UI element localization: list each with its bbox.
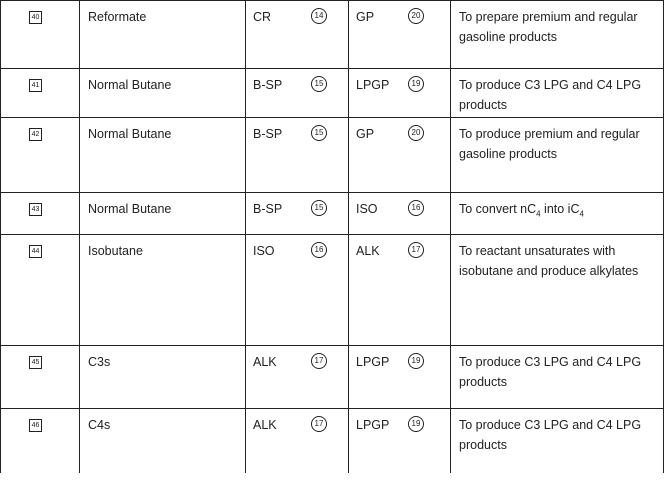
from-unit-id: 15 bbox=[311, 125, 327, 141]
row-number: 44 bbox=[29, 245, 42, 258]
from-unit-cell bbox=[246, 1, 349, 69]
to-unit-id: 19 bbox=[408, 353, 424, 369]
row-number-cell bbox=[1, 193, 80, 235]
stream-name: Normal Butane bbox=[80, 193, 246, 235]
from-unit-cell bbox=[246, 346, 349, 409]
subscript-4: 4 bbox=[579, 209, 584, 219]
stream-name: Reformate bbox=[80, 1, 246, 69]
to-unit-id: 20 bbox=[408, 8, 424, 24]
from-unit-id: 15 bbox=[311, 76, 327, 92]
to-unit: LPGP bbox=[356, 78, 390, 92]
from-unit-cell bbox=[246, 193, 349, 235]
from-unit-id: 15 bbox=[311, 200, 327, 216]
table-row bbox=[1, 118, 664, 193]
row-number: 42 bbox=[29, 128, 42, 141]
purpose-text: To produce C3 LPG and C4 LPG products bbox=[451, 346, 664, 409]
purpose-text: To prepare premium and regular gasoline products bbox=[451, 1, 664, 69]
to-unit-id: 16 bbox=[408, 200, 424, 216]
row-number-cell bbox=[1, 1, 80, 69]
table-row bbox=[1, 69, 664, 118]
to-unit-id: 17 bbox=[408, 242, 424, 258]
to-unit-cell bbox=[349, 346, 451, 409]
from-unit: CR bbox=[253, 10, 272, 24]
stream-name: C4s bbox=[80, 409, 246, 473]
purpose-text: To produce C3 LPG and C4 LPG products bbox=[451, 409, 664, 473]
table-row bbox=[1, 1, 664, 69]
stream-name: Normal Butane bbox=[80, 69, 246, 118]
to-unit: GP bbox=[356, 10, 375, 24]
table-row bbox=[1, 346, 664, 409]
to-unit-cell bbox=[349, 118, 451, 193]
stream-name: C3s bbox=[80, 346, 246, 409]
from-unit-id: 16 bbox=[311, 242, 327, 258]
from-unit: B-SP bbox=[253, 78, 283, 92]
purpose-text: To produce C3 LPG and C4 LPG products bbox=[451, 69, 664, 118]
to-unit-id: 20 bbox=[408, 125, 424, 141]
row-number: 46 bbox=[29, 419, 42, 432]
purpose-text-part: into iC bbox=[540, 202, 580, 216]
row-number: 41 bbox=[29, 79, 42, 92]
from-unit-cell bbox=[246, 118, 349, 193]
from-unit-id: 17 bbox=[311, 353, 327, 369]
table-row bbox=[1, 235, 664, 346]
to-unit: LPGP bbox=[356, 355, 390, 369]
row-number-cell bbox=[1, 69, 80, 118]
row-number: 40 bbox=[29, 11, 42, 24]
table-row bbox=[1, 193, 664, 235]
purpose-text bbox=[451, 193, 664, 235]
to-unit: LPGP bbox=[356, 418, 390, 432]
to-unit: GP bbox=[356, 127, 375, 141]
from-unit: ALK bbox=[253, 355, 277, 369]
row-number-cell bbox=[1, 118, 80, 193]
to-unit-cell bbox=[349, 193, 451, 235]
to-unit-cell bbox=[349, 69, 451, 118]
from-unit: B-SP bbox=[253, 202, 283, 216]
purpose-text: To produce premium and regular gasoline products bbox=[451, 118, 664, 193]
row-number: 45 bbox=[29, 356, 42, 369]
purpose-text: To reactant unsaturates with isobutane and produce alkylates bbox=[451, 235, 664, 346]
from-unit: ISO bbox=[253, 244, 275, 258]
from-unit: ALK bbox=[253, 418, 277, 432]
subscript-4: 4 bbox=[536, 209, 541, 219]
table-row bbox=[1, 409, 664, 473]
to-unit-id: 19 bbox=[408, 416, 424, 432]
from-unit-cell bbox=[246, 409, 349, 473]
row-number-cell bbox=[1, 346, 80, 409]
from-unit-id: 14 bbox=[311, 8, 327, 24]
from-unit-cell bbox=[246, 69, 349, 118]
to-unit: ISO bbox=[356, 202, 378, 216]
from-unit: B-SP bbox=[253, 127, 283, 141]
to-unit-cell bbox=[349, 1, 451, 69]
stream-name: Isobutane bbox=[80, 235, 246, 346]
to-unit-cell bbox=[349, 235, 451, 346]
stream-name: Normal Butane bbox=[80, 118, 246, 193]
to-unit-cell bbox=[349, 409, 451, 473]
to-unit-id: 19 bbox=[408, 76, 424, 92]
from-unit-id: 17 bbox=[311, 416, 327, 432]
row-number-cell bbox=[1, 235, 80, 346]
row-number: 43 bbox=[29, 203, 42, 216]
to-unit: ALK bbox=[356, 244, 380, 258]
row-number-cell bbox=[1, 409, 80, 473]
from-unit-cell bbox=[246, 235, 349, 346]
purpose-text-part: To convert nC bbox=[459, 202, 537, 216]
